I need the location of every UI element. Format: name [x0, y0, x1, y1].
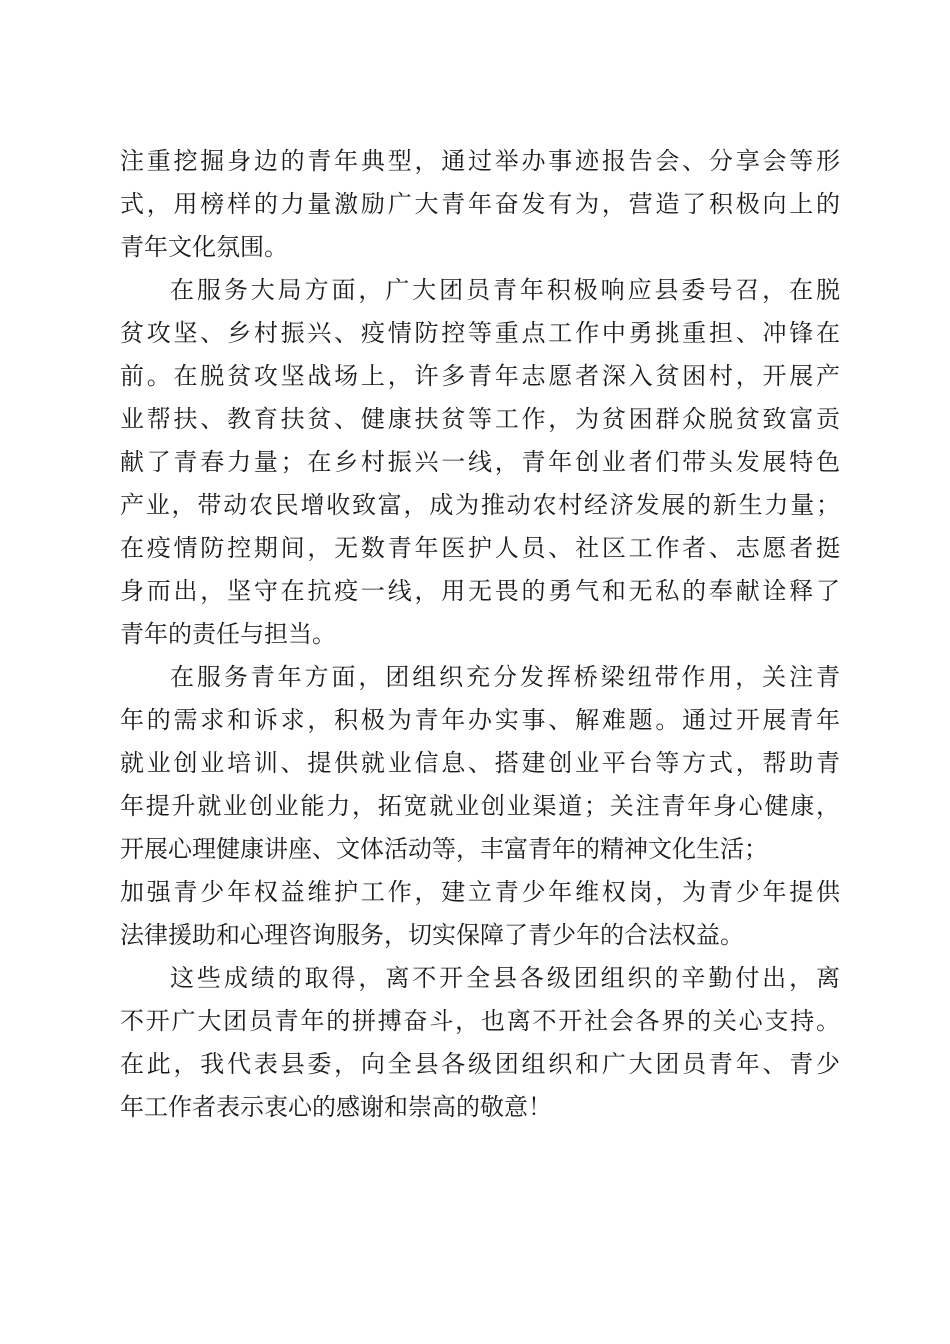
text-line: 这些成绩的取得，离不开全县各级团组织的辛勤付出，离 [170, 964, 840, 992]
text-line: 式，用榜样的力量激励广大青年奋发有为，营造了积极向上的 [120, 190, 840, 218]
text-line: 注重挖掘身边的青年典型，通过举办事迹报告会、分享会等形 [120, 147, 840, 175]
text-line: 在服务青年方面，团组织充分发挥桥梁纽带作用，关注青 [170, 663, 840, 691]
text-line: 在服务大局方面，广大团员青年积极响应县委号召，在脱 [170, 276, 840, 304]
text-line: 法律援助和心理咨询服务，切实保障了青少年的合法权益。 [120, 921, 744, 949]
text-line: 年工作者表示衷心的感谢和崇高的敬意！ [120, 1093, 552, 1121]
paragraph [120, 269, 840, 656]
text-line: 加强青少年权益维护工作，建立青少年维权岗，为青少年提供 [120, 878, 840, 906]
text-line: 产业，带动农民增收致富，成为推动农村经济发展的新生力量； [120, 491, 840, 519]
text-line: 开展心理健康讲座、文体活动等，丰富青年的精神文化生活； [120, 835, 768, 863]
text-line: 青年的责任与担当。 [120, 620, 336, 648]
paragraph [120, 656, 840, 957]
text-line: 业帮扶、教育扶贫、健康扶贫等工作，为贫困群众脱贫致富贡 [120, 405, 840, 433]
text-line: 在此，我代表县委，向全县各级团组织和广大团员青年、青少 [120, 1050, 840, 1078]
document-body [120, 140, 840, 1129]
text-line: 前。在脱贫攻坚战场上，许多青年志愿者深入贫困村，开展产 [120, 362, 840, 390]
text-line: 不开广大团员青年的拼搏奋斗，也离不开社会各界的关心支持。 [120, 1007, 840, 1035]
paragraph [120, 957, 840, 1129]
text-line: 在疫情防控期间，无数青年医护人员、社区工作者、志愿者挺 [120, 534, 840, 562]
text-line: 就业创业培训、提供就业信息、搭建创业平台等方式，帮助青 [120, 749, 840, 777]
paragraph [120, 140, 840, 269]
text-line: 年提升就业创业能力，拓宽就业创业渠道；关注青年身心健康， [120, 792, 840, 820]
text-line: 青年文化氛围。 [120, 233, 288, 261]
text-line: 身而出，坚守在抗疫一线，用无畏的勇气和无私的奉献诠释了 [120, 577, 840, 605]
text-line: 献了青春力量；在乡村振兴一线，青年创业者们带头发展特色 [120, 448, 840, 476]
text-line: 贫攻坚、乡村振兴、疫情防控等重点工作中勇挑重担、冲锋在 [120, 319, 840, 347]
text-line: 年的需求和诉求，积极为青年办实事、解难题。通过开展青年 [120, 706, 840, 734]
